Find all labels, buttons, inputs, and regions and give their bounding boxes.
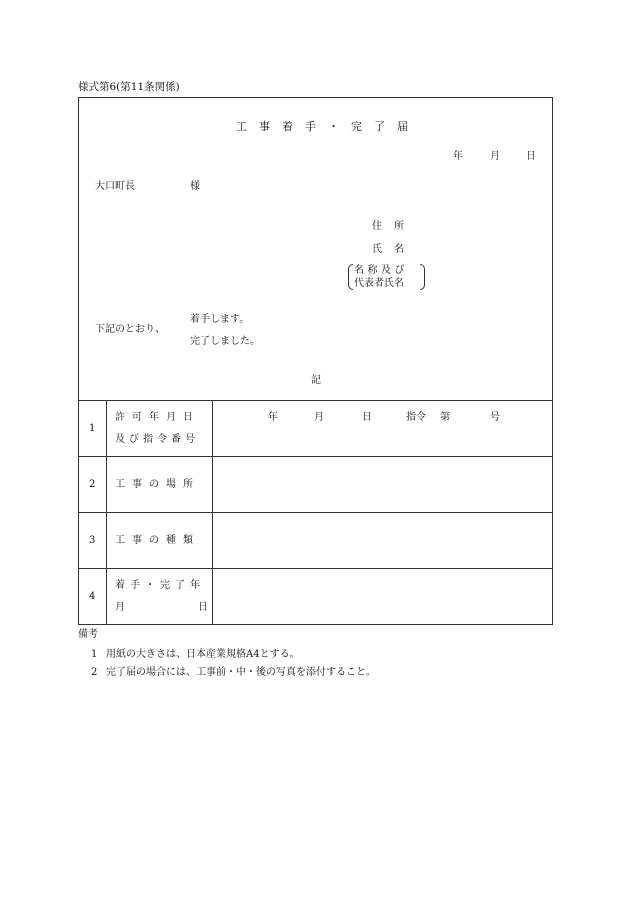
table-top-border [78, 400, 553, 401]
row3-number: 3 [89, 535, 96, 546]
corp-name-label-line1: 名称及び [354, 265, 408, 276]
corp-name-label-line2: 代表者氏名 [354, 278, 404, 289]
row1-month: 月 [314, 412, 324, 423]
row4-label-line2-month: 月 [115, 602, 125, 613]
address-label: 住所 [372, 221, 416, 232]
right-bracket [420, 264, 425, 290]
name-label: 氏名 [372, 244, 416, 255]
ki-marker: 記 [311, 375, 321, 386]
row2-number: 2 [89, 479, 96, 490]
statement-prefix: 下記のとおり、 [95, 324, 165, 335]
row1-day: 日 [362, 412, 372, 423]
row1-label-line1: 許可年月日 [115, 412, 200, 423]
row1-go: 号 [490, 412, 500, 423]
note1-number: 1 [91, 649, 98, 660]
row4-label-line1: 着手・完了年 [115, 580, 205, 591]
row3-label: 工事の種類 [115, 535, 200, 546]
table-row-divider-1 [78, 456, 553, 457]
notes-heading: 備考 [78, 629, 98, 640]
note2-text: 完了届の場合には、工事前・中・後の写真を添付すること。 [106, 667, 376, 678]
row1-dai: 第 [440, 412, 450, 423]
row1-number: 1 [89, 423, 96, 434]
statement-option-start: 着手します。 [190, 314, 250, 325]
table-col-divider-1 [106, 400, 107, 625]
row1-label-line2: 及び指令番号 [115, 434, 199, 445]
addressee-honorific: 様 [190, 181, 200, 192]
date-month-label: 月 [490, 151, 500, 162]
form-title: 工事着手・完了届 [236, 120, 420, 133]
table-row-divider-3 [78, 568, 553, 569]
form-reference: 様式第6(第11条関係) [78, 81, 180, 93]
table-col-divider-2 [212, 400, 213, 625]
left-bracket [348, 264, 353, 290]
date-year-label: 年 [453, 151, 463, 162]
row2-label: 工事の場所 [115, 479, 200, 490]
table-row-divider-2 [78, 512, 553, 513]
row4-label-line2-day: 日 [198, 602, 208, 613]
row1-year: 年 [268, 412, 278, 423]
statement-option-complete: 完了しました。 [190, 336, 260, 347]
date-day-label: 日 [526, 151, 536, 162]
note1-text: 用紙の大きさは、日本産業規格A4とする。 [106, 649, 300, 660]
row4-number: 4 [89, 591, 96, 602]
row1-directive: 指令 [406, 412, 426, 423]
note2-number: 2 [91, 667, 98, 678]
addressee-name: 大口町長 [95, 181, 135, 192]
